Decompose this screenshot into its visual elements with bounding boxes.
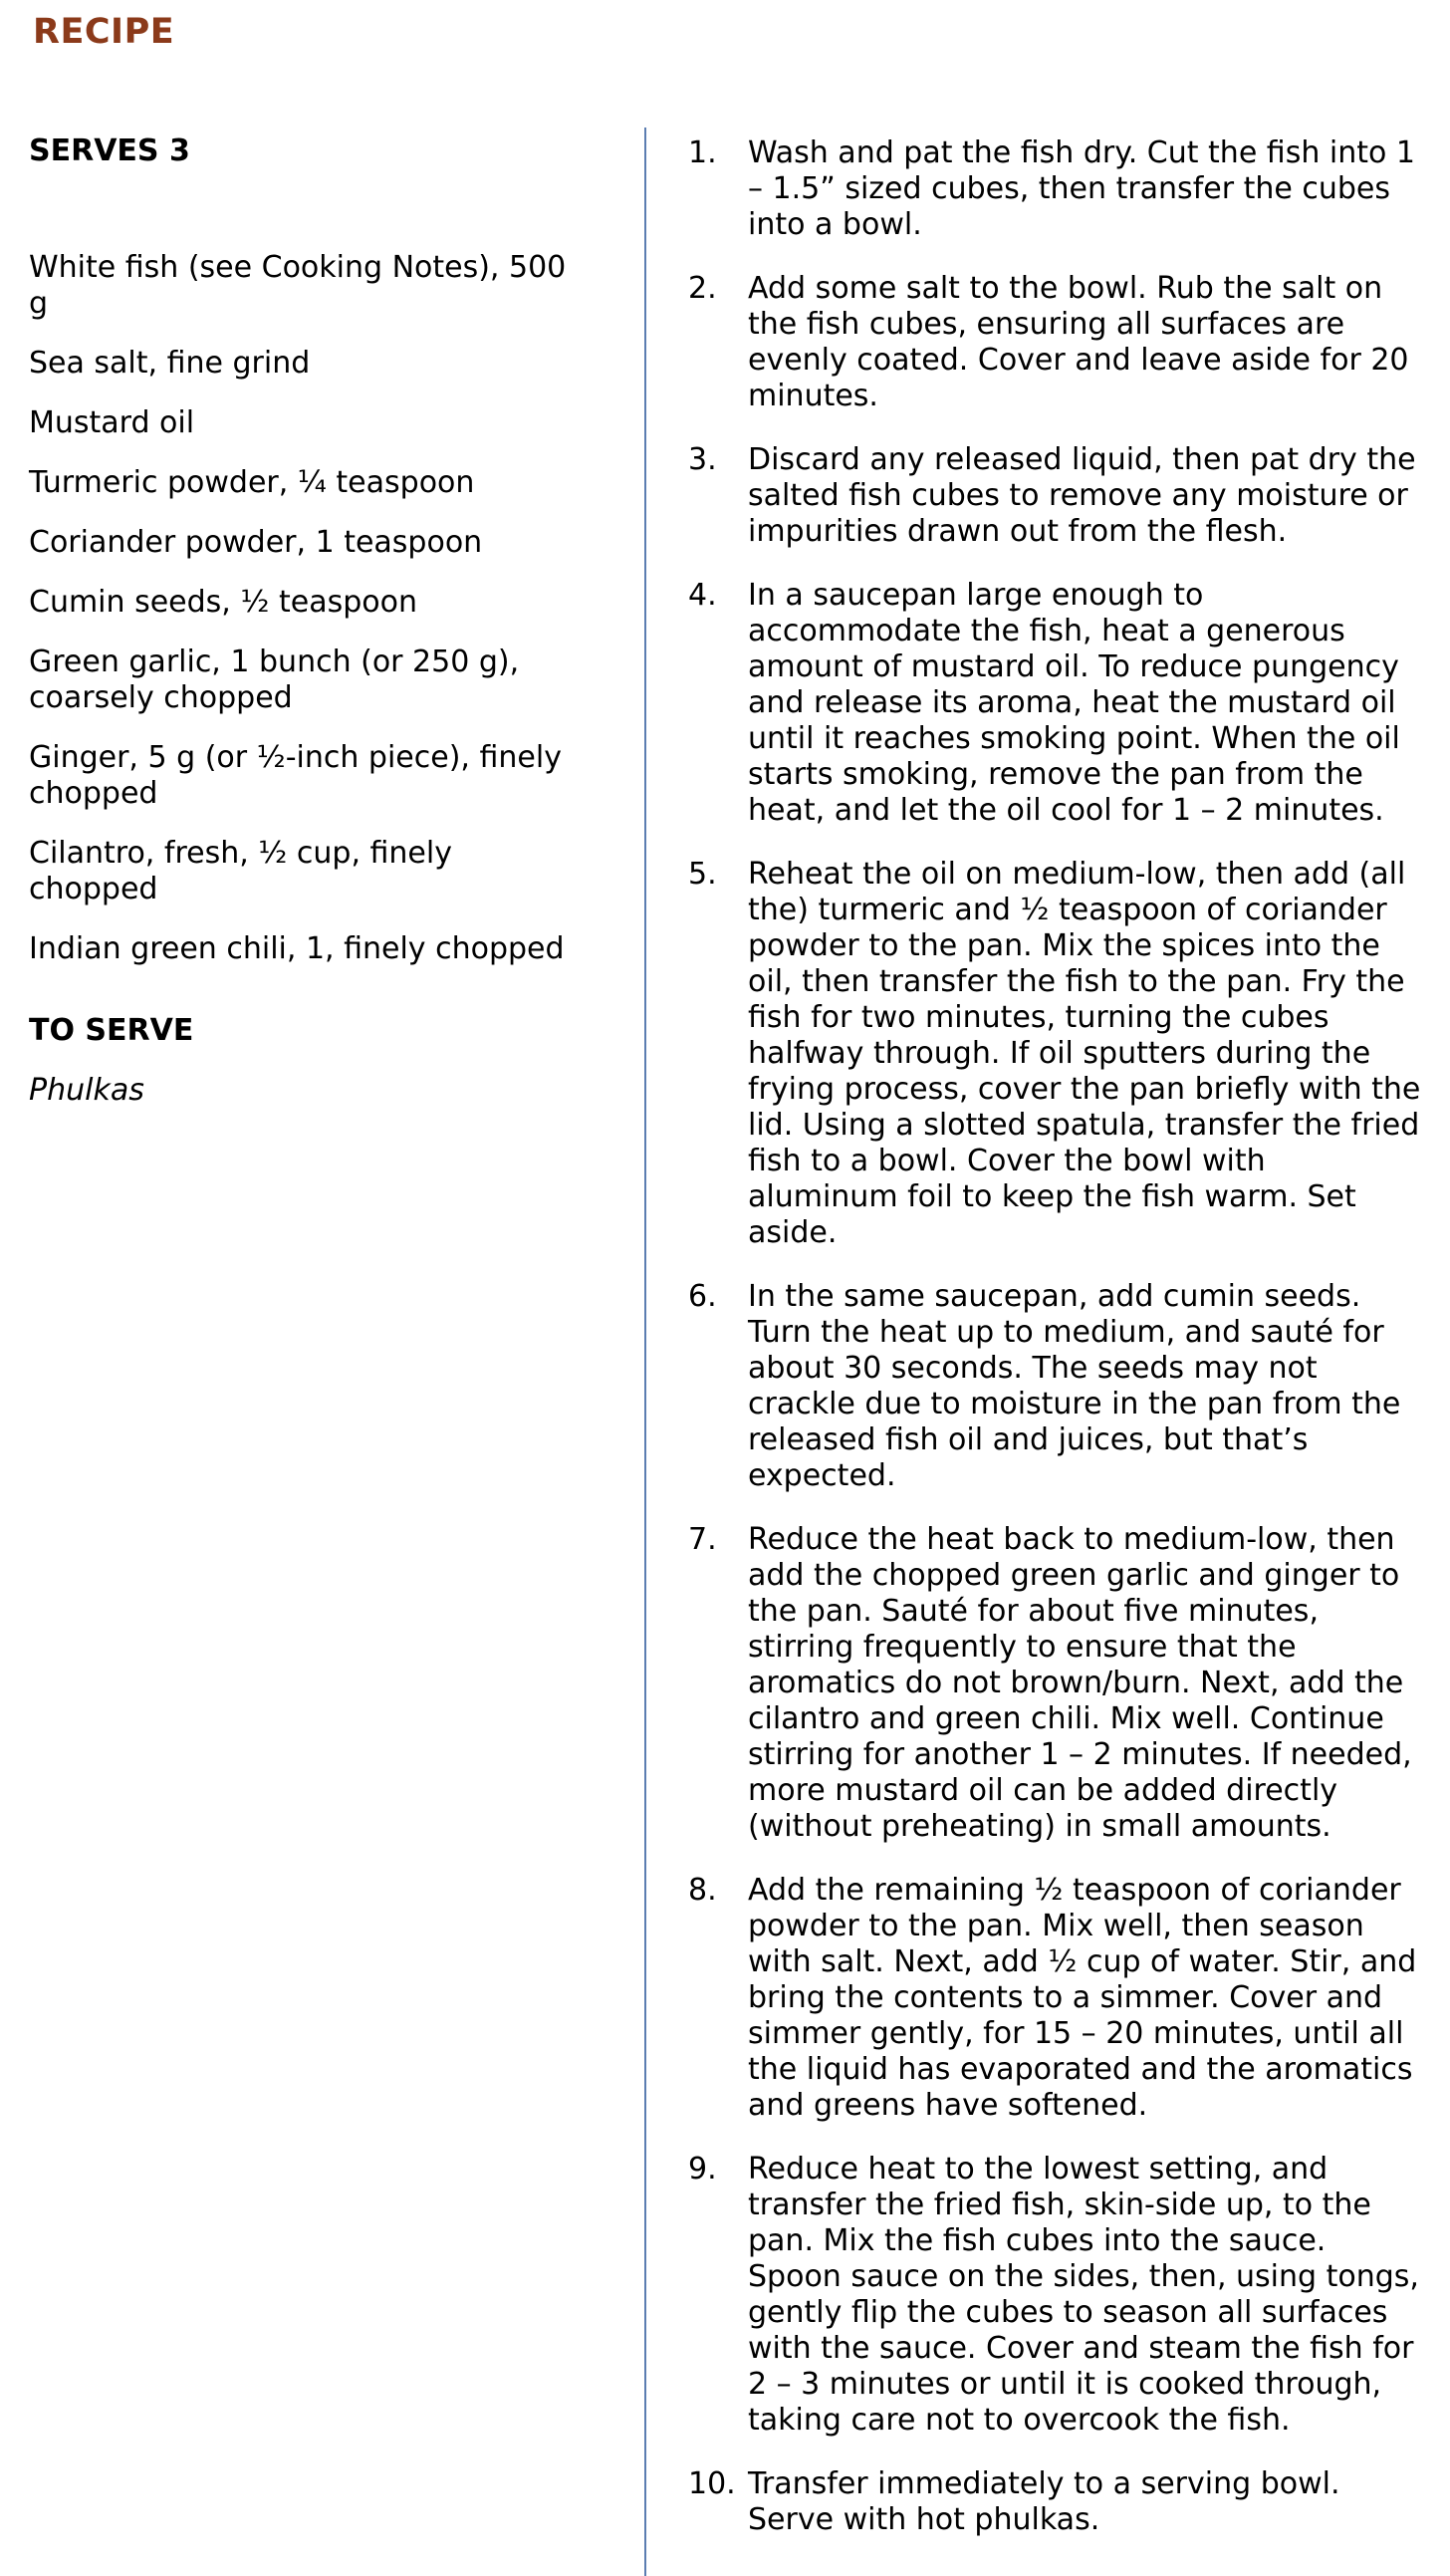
to-serve-item: Phulkas bbox=[29, 1073, 144, 1108]
step-text: Discard any released liquid, then pat dry the salted fish cubes to remove any moisture or impurities drawn out from the flesh. bbox=[748, 442, 1416, 549]
ingredient-item: Ginger, 5 g (or ½-inch piece), finely chopped bbox=[29, 740, 562, 811]
instruction-step bbox=[688, 442, 1423, 550]
ingredient-item: Turmeric powder, ¼ teaspoon bbox=[29, 465, 475, 500]
step-text: In a saucepan large enough to accommodate the fish, heat a generous amount of mustard oil. To reduce pungency and release its aroma, heat the mustard oil until it reaches smoking point. When the oil starts smoking, remove the pan from the heat, and let the oil cool for 1 – 2 minutes. bbox=[748, 578, 1400, 828]
ingredient-item: White fish (see Cooking Notes), 500 g bbox=[29, 250, 567, 321]
ingredients-column bbox=[29, 133, 567, 1109]
step-number: 2. bbox=[688, 271, 717, 306]
step-number: 1. bbox=[688, 135, 717, 170]
step-text: Transfer immediately to a serving bowl. Serve with hot phulkas. bbox=[748, 2466, 1340, 2537]
ingredient-item: Coriander powder, 1 teaspoon bbox=[29, 525, 483, 560]
instruction-step bbox=[688, 1522, 1423, 1845]
step-text: Wash and pat the fish dry. Cut the fish into 1 – 1.5” sized cubes, then transfer the cubes into a bowl. bbox=[748, 135, 1415, 242]
step-text: Reduce heat to the lowest setting, and transfer the fried fish, skin-side up, to the pan. Mix the fish cubes into the sauce. Spoon sauce on the sides, then, using tongs, gently flip the cubes to season all surfaces with the sauce. Cover and steam the fish for 2 – 3 minutes or until it is cooked through, taking care not to overcook the fish. bbox=[748, 2152, 1419, 2438]
instruction-step bbox=[688, 271, 1423, 414]
step-number: 5. bbox=[688, 857, 717, 892]
instruction-list bbox=[688, 135, 1423, 2566]
column-divider bbox=[644, 128, 646, 2576]
step-number: 4. bbox=[688, 578, 717, 613]
ingredient-list bbox=[29, 250, 567, 967]
step-text: Add the remaining ½ teaspoon of coriander powder to the pan. Mix well, then season with salt. Next, add ½ cup of water. Stir, and bring the contents to a simmer. Cover and simmer gently, for 15 – 20 minutes, until all the liquid has evaporated and the aromatics and greens have softened. bbox=[748, 1873, 1417, 2123]
ingredient-item: Cilantro, fresh, ½ cup, finely chopped bbox=[29, 836, 452, 906]
serves-heading: SERVES 3 bbox=[29, 133, 190, 168]
instruction-step bbox=[688, 578, 1423, 829]
ingredient-item: Mustard oil bbox=[29, 405, 195, 440]
instruction-step bbox=[688, 857, 1423, 1251]
step-number: 9. bbox=[688, 2152, 717, 2187]
instruction-step bbox=[688, 2466, 1423, 2538]
instruction-step bbox=[688, 2152, 1423, 2439]
ingredient-item: Indian green chili, 1, finely chopped bbox=[29, 931, 565, 966]
step-text: In the same saucepan, add cumin seeds. Turn the heat up to medium, and sauté for about 30 seconds. The seeds may not crackle due to moisture in the pan from the released fish oil and juices, but that’s expected. bbox=[748, 1279, 1401, 1493]
step-text: Reheat the oil on medium-low, then add (all the) turmeric and ½ teaspoon of coriander powder to the pan. Mix the spices into the oil, then transfer the fish to the pan. Fry the fish for two minutes, turning the cubes halfway through. If oil sputters during the frying process, cover the pan briefly with the lid. Using a slotted spatula, transfer the fried fish to a bowl. Cover the bowl with aluminum foil to keep the fish warm. Set aside. bbox=[748, 857, 1421, 1250]
step-number: 7. bbox=[688, 1522, 717, 1557]
step-text: Reduce the heat back to medium-low, then add the chopped green garlic and ginger to the pan. Sauté for about five minutes, stirring frequently to ensure that the aromatics do not brown/burn. Next, add the cilantro and green chili. Mix well. Continue stirring for another 1 – 2 minutes. If needed, more mustard oil can be added directly (without preheating) in small amounts. bbox=[748, 1522, 1412, 1844]
step-number: 3. bbox=[688, 442, 717, 477]
instruction-step bbox=[688, 135, 1423, 243]
step-number: 6. bbox=[688, 1279, 717, 1314]
step-text: Add some salt to the bowl. Rub the salt on the fish cubes, ensuring all surfaces are evenly coated. Cover and leave aside for 20 minutes. bbox=[748, 271, 1409, 413]
instruction-step bbox=[688, 1279, 1423, 1494]
page-title: RECIPE bbox=[33, 12, 175, 52]
to-serve-heading: TO SERVE bbox=[29, 1013, 194, 1048]
step-number: 8. bbox=[688, 1873, 717, 1908]
ingredient-item: Cumin seeds, ½ teaspoon bbox=[29, 585, 417, 620]
step-number: 10. bbox=[688, 2466, 736, 2501]
ingredient-item: Sea salt, fine grind bbox=[29, 346, 311, 381]
instruction-step bbox=[688, 1873, 1423, 2124]
ingredient-item: Green garlic, 1 bunch (or 250 g), coarsely chopped bbox=[29, 644, 520, 715]
